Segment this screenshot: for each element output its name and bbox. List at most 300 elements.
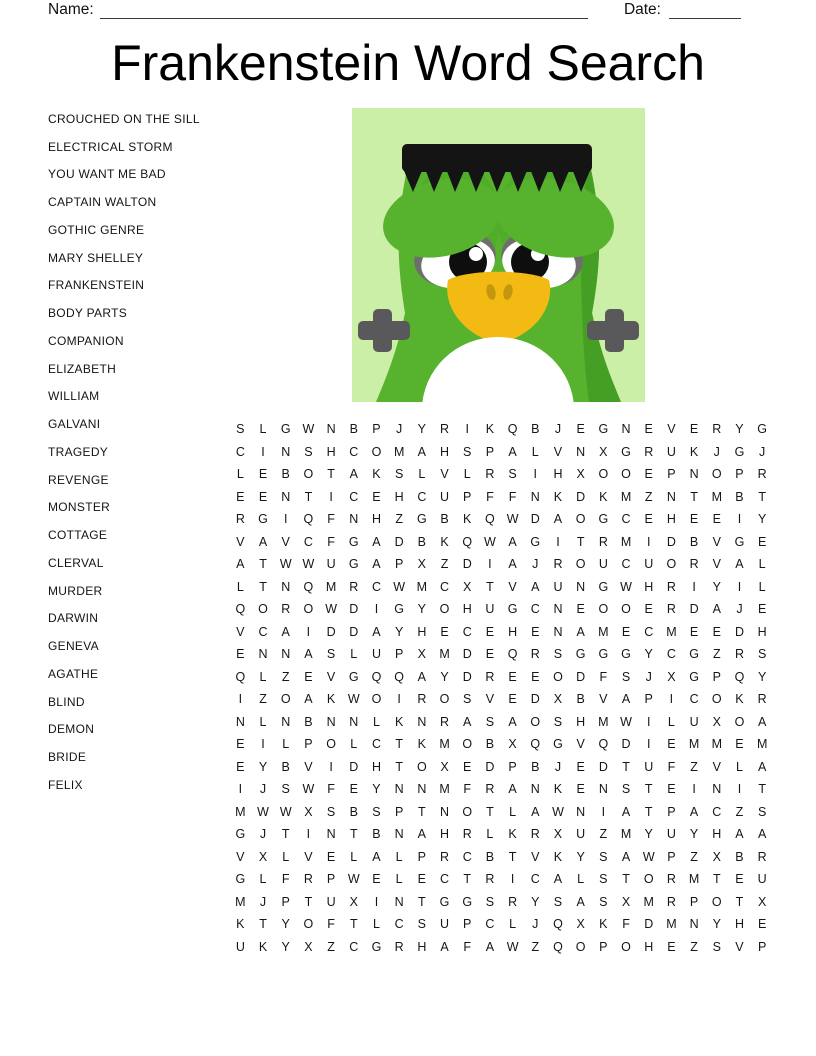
grid-cell: G xyxy=(462,894,473,909)
grid-cell: A xyxy=(304,692,313,707)
grid-cell: I xyxy=(692,782,696,797)
grid-cell: G xyxy=(348,557,359,572)
grid-cell: P xyxy=(394,647,404,662)
grid-cell: O xyxy=(643,872,654,887)
grid-cell: W xyxy=(302,422,315,437)
grid-cell: C xyxy=(440,579,450,594)
grid-cell: U xyxy=(235,939,245,954)
grid-cell: O xyxy=(371,444,382,459)
grid-cell: G xyxy=(598,579,609,594)
grid-cell: E xyxy=(689,422,699,437)
word-list-item: MARY SHELLEY xyxy=(48,250,144,265)
grid-cell: O xyxy=(416,759,427,774)
grid-cell: N xyxy=(417,782,427,797)
grid-cell: I xyxy=(397,692,401,707)
grid-cell: N xyxy=(394,782,404,797)
grid-cell: V xyxy=(712,759,721,774)
grid-cell: F xyxy=(327,534,335,549)
word-list xyxy=(48,105,248,799)
grid-cell: X xyxy=(440,759,449,774)
grid-cell: G xyxy=(598,647,609,662)
grid-cell: N xyxy=(689,917,699,932)
grid-cell: H xyxy=(371,512,381,527)
grid-cell: I xyxy=(646,534,651,549)
grid-cell: Y xyxy=(281,939,290,954)
grid-cell: Y xyxy=(712,917,721,932)
grid-cell: B xyxy=(485,849,495,864)
grid-cell: N xyxy=(530,782,540,797)
grid-cell: B xyxy=(281,467,290,482)
grid-cell: V xyxy=(485,692,495,707)
name-date-row xyxy=(48,0,741,20)
grid-cell: T xyxy=(622,872,630,887)
grid-cell: R xyxy=(485,669,495,684)
grid-cell: L xyxy=(667,714,675,729)
grid-cell: B xyxy=(735,489,744,504)
grid-cell: I xyxy=(533,467,538,482)
grid-cell: B xyxy=(485,737,495,752)
grid-cell: M xyxy=(325,579,337,594)
word-list-item: CLERVAL xyxy=(48,555,104,570)
grid-cell: C xyxy=(349,939,359,954)
grid-cell: P xyxy=(304,737,313,752)
grid-cell: E xyxy=(531,624,540,639)
grid-cell: R xyxy=(666,872,676,887)
grid-cell: I xyxy=(737,512,742,527)
grid-cell: B xyxy=(576,692,585,707)
grid-cell: P xyxy=(667,849,676,864)
grid-cell: R xyxy=(712,422,722,437)
date-input-line[interactable] xyxy=(669,3,741,19)
grid-cell: M xyxy=(620,827,632,842)
grid-cell: Z xyxy=(690,759,698,774)
grid-cell: E xyxy=(667,737,676,752)
grid-cell: N xyxy=(553,602,563,617)
grid-cell: Z xyxy=(599,827,608,842)
grid-cell: H xyxy=(576,714,586,729)
grid-cell: Z xyxy=(281,669,290,684)
grid-cell: A xyxy=(531,804,540,819)
grid-cell: Y xyxy=(757,512,767,527)
word-search-grid xyxy=(229,418,774,958)
grid-cell: O xyxy=(711,692,722,707)
grid-cell: P xyxy=(394,804,404,819)
grid-cell: O xyxy=(575,557,586,572)
grid-cell: M xyxy=(711,737,722,752)
grid-cell: P xyxy=(599,939,608,954)
grid-cell: D xyxy=(349,602,359,617)
grid-cell: V xyxy=(236,624,245,639)
grid-cell: R xyxy=(394,939,404,954)
grid-cell: X xyxy=(304,804,313,819)
grid-cell: V xyxy=(236,534,245,549)
grid-cell: R xyxy=(440,422,450,437)
grid-cell: N xyxy=(258,647,268,662)
grid-cell: V xyxy=(304,759,313,774)
grid-cell: J xyxy=(259,894,267,909)
grid-cell: W xyxy=(620,714,632,729)
grid-cell: O xyxy=(553,669,563,684)
grid-cell: O xyxy=(621,602,631,617)
grid-cell: C xyxy=(417,489,427,504)
grid-cell: D xyxy=(462,647,472,662)
grid-cell: H xyxy=(440,827,450,842)
grid-cell: S xyxy=(485,894,495,909)
grid-cell: O xyxy=(462,737,473,752)
grid-cell: T xyxy=(418,804,426,819)
grid-cell: H xyxy=(553,467,563,482)
grid-cell: M xyxy=(643,894,654,909)
grid-cell: C xyxy=(530,602,540,617)
grid-cell: T xyxy=(259,917,267,932)
grid-cell: F xyxy=(327,917,335,932)
grid-cell: B xyxy=(349,804,358,819)
grid-cell: K xyxy=(236,917,245,932)
grid-cell: D xyxy=(326,624,336,639)
grid-cell: O xyxy=(711,467,722,482)
grid-cell: X xyxy=(757,894,767,909)
grid-cell: O xyxy=(258,602,268,617)
grid-cell: X xyxy=(304,939,313,954)
grid-cell: O xyxy=(575,939,586,954)
grid-cell: N xyxy=(553,624,563,639)
grid-cell: Y xyxy=(712,579,721,594)
grid-cell: V xyxy=(599,692,608,707)
grid-cell: A xyxy=(372,624,381,639)
grid-cell: Y xyxy=(644,647,653,662)
grid-cell: K xyxy=(258,939,268,954)
grid-cell: R xyxy=(485,872,495,887)
grid-cell: E xyxy=(463,759,472,774)
grid-cell: T xyxy=(644,782,653,797)
grid-cell: W xyxy=(279,804,292,819)
grid-cell: I xyxy=(465,422,469,437)
grid-cell: T xyxy=(463,872,472,887)
grid-cell: K xyxy=(735,692,744,707)
word-list-item: DEMON xyxy=(48,722,95,737)
grid-cell: M xyxy=(620,534,632,549)
grid-cell: S xyxy=(304,444,313,459)
grid-cell: U xyxy=(598,557,608,572)
grid-cell: L xyxy=(509,804,517,819)
grid-cell: P xyxy=(463,489,472,504)
grid-cell: R xyxy=(598,534,608,549)
grid-cell: F xyxy=(508,489,517,504)
grid-cell: H xyxy=(417,624,427,639)
grid-cell: I xyxy=(238,782,243,797)
grid-cell: O xyxy=(575,512,586,527)
grid-cell: E xyxy=(735,737,744,752)
grid-cell: E xyxy=(667,782,676,797)
grid-cell: E xyxy=(508,692,517,707)
grid-cell: K xyxy=(599,489,608,504)
grid-cell: Q xyxy=(507,647,518,662)
grid-cell: N xyxy=(530,489,540,504)
grid-cell: J xyxy=(713,444,720,459)
grid-cell: X xyxy=(463,579,472,594)
grid-cell: J xyxy=(532,557,539,572)
grid-cell: Z xyxy=(259,692,267,707)
grid-cell: X xyxy=(712,714,721,729)
grid-cell: D xyxy=(394,534,404,549)
word-list-item: CROUCHED ON THE SILL xyxy=(48,111,200,126)
grid-cell: T xyxy=(304,489,313,504)
word-list-item: GOTHIC GENRE xyxy=(48,222,145,237)
grid-cell: N xyxy=(621,422,631,437)
grid-cell: D xyxy=(621,737,631,752)
grid-cell: O xyxy=(530,714,541,729)
grid-cell: N xyxy=(349,512,359,527)
grid-cell: T xyxy=(576,534,585,549)
grid-cell: T xyxy=(758,489,766,504)
grid-cell: N xyxy=(689,467,699,482)
grid-cell: E xyxy=(644,512,653,527)
grid-cell: G xyxy=(235,872,246,887)
grid-cell: H xyxy=(440,444,450,459)
grid-cell: P xyxy=(394,557,404,572)
grid-cell: N xyxy=(394,827,404,842)
grid-cell: R xyxy=(508,894,518,909)
grid-cell: E xyxy=(644,467,653,482)
grid-cell: G xyxy=(689,647,699,662)
grid-cell: K xyxy=(689,444,699,459)
grid-cell: X xyxy=(258,849,268,864)
grid-cell: C xyxy=(666,647,676,662)
grid-cell: K xyxy=(440,534,449,549)
grid-cell: G xyxy=(757,422,768,437)
grid-cell: O xyxy=(303,917,314,932)
grid-cell: V xyxy=(508,579,517,594)
grid-cell: M xyxy=(666,624,677,639)
grid-cell: S xyxy=(417,917,427,932)
grid-cell: T xyxy=(508,849,517,864)
grid-cell: T xyxy=(418,894,426,909)
grid-cell: C xyxy=(440,872,450,887)
grid-cell: A xyxy=(757,759,767,774)
grid-cell: F xyxy=(599,669,608,684)
grid-cell: L xyxy=(735,759,743,774)
grid-cell: O xyxy=(462,804,473,819)
grid-cell: S xyxy=(236,422,245,437)
grid-cell: L xyxy=(395,849,403,864)
grid-cell: Z xyxy=(327,939,335,954)
grid-cell: C xyxy=(530,872,540,887)
grid-cell: H xyxy=(644,939,654,954)
grid-cell: Y xyxy=(735,422,744,437)
word-list-item: MONSTER xyxy=(48,500,111,515)
grid-cell: N xyxy=(326,827,336,842)
grid-cell: E xyxy=(735,872,744,887)
grid-cell: H xyxy=(326,444,336,459)
grid-cell: L xyxy=(259,714,267,729)
grid-cell: E xyxy=(236,737,245,752)
grid-cell: L xyxy=(463,467,471,482)
grid-cell: I xyxy=(374,894,379,909)
grid-cell: T xyxy=(690,489,698,504)
word-list-item: BODY PARTS xyxy=(48,306,128,321)
grid-cell: X xyxy=(712,849,721,864)
grid-cell: N xyxy=(598,782,608,797)
grid-cell: A xyxy=(757,714,767,729)
grid-cell: D xyxy=(530,692,540,707)
grid-cell: Y xyxy=(689,827,699,842)
grid-cell: E xyxy=(689,624,699,639)
grid-cell: M xyxy=(598,624,609,639)
grid-cell: F xyxy=(486,489,494,504)
name-input-line[interactable] xyxy=(100,3,588,19)
grid-cell: G xyxy=(348,534,359,549)
grid-cell: E xyxy=(576,602,585,617)
grid-cell: E xyxy=(644,422,653,437)
grid-cell: P xyxy=(667,804,676,819)
grid-cell: G xyxy=(530,534,541,549)
grid-cell: V xyxy=(735,939,744,954)
grid-cell: D xyxy=(485,759,495,774)
right-bolt-stem xyxy=(605,309,624,352)
grid-cell: X xyxy=(349,894,358,909)
word-list-item: BRIDE xyxy=(48,750,87,765)
left-bolt-stem xyxy=(373,309,392,352)
grid-cell: W xyxy=(642,849,655,864)
grid-cell: A xyxy=(304,647,313,662)
grid-cell: R xyxy=(303,872,313,887)
grid-cell: S xyxy=(757,804,767,819)
grid-cell: I xyxy=(510,872,515,887)
grid-cell: C xyxy=(462,849,472,864)
grid-cell: K xyxy=(372,467,381,482)
grid-cell: S xyxy=(326,804,336,819)
grid-cell: Q xyxy=(734,669,745,684)
grid-cell: H xyxy=(666,512,676,527)
grid-cell: O xyxy=(303,467,314,482)
grid-cell: K xyxy=(553,849,563,864)
grid-cell: Z xyxy=(690,939,698,954)
grid-cell: Q xyxy=(598,737,609,752)
grid-cell: A xyxy=(463,714,472,729)
grid-cell: T xyxy=(735,894,744,909)
grid-cell: C xyxy=(349,489,359,504)
grid-cell: F xyxy=(327,782,335,797)
grid-cell: E xyxy=(689,512,699,527)
grid-cell: E xyxy=(485,624,495,639)
grid-cell: T xyxy=(304,894,313,909)
grid-cell: Y xyxy=(576,849,585,864)
grid-cell: P xyxy=(689,894,699,909)
grid-cell: E xyxy=(576,422,585,437)
grid-cell: L xyxy=(236,467,244,482)
grid-cell: W xyxy=(506,512,519,527)
grid-cell: I xyxy=(306,827,311,842)
grid-cell: M xyxy=(235,894,246,909)
grid-cell: E xyxy=(576,759,585,774)
grid-cell: C xyxy=(462,624,472,639)
grid-cell: Q xyxy=(553,917,563,932)
grid-cell: B xyxy=(304,714,313,729)
grid-cell: H xyxy=(462,602,472,617)
grid-cell: H xyxy=(734,917,744,932)
grid-cell: P xyxy=(735,467,744,482)
grid-cell: J xyxy=(259,827,267,842)
grid-cell: C xyxy=(258,624,268,639)
grid-cell: T xyxy=(327,467,335,482)
word-list-item: ELIZABETH xyxy=(48,361,117,376)
grid-cell: B xyxy=(531,422,540,437)
grid-cell: P xyxy=(644,692,653,707)
grid-cell: V xyxy=(236,849,245,864)
grid-cell: Y xyxy=(417,422,427,437)
grid-cell: N xyxy=(235,714,245,729)
grid-cell: G xyxy=(621,647,631,662)
grid-cell: S xyxy=(463,692,472,707)
grid-cell: C xyxy=(712,804,722,819)
grid-cell: D xyxy=(349,624,359,639)
grid-cell: M xyxy=(416,579,428,594)
grid-cell: Q xyxy=(462,534,473,549)
grid-cell: N xyxy=(394,894,404,909)
grid-cell: H xyxy=(394,489,404,504)
grid-cell: E xyxy=(757,602,767,617)
grid-cell: U xyxy=(485,602,495,617)
grid-cell: V xyxy=(304,849,313,864)
grid-cell: T xyxy=(349,917,358,932)
grid-cell: E xyxy=(485,647,495,662)
grid-cell: A xyxy=(735,557,744,572)
grid-cell: X xyxy=(553,827,563,842)
grid-cell: Q xyxy=(235,669,246,684)
grid-cell: E xyxy=(508,669,517,684)
grid-cell: R xyxy=(462,827,472,842)
grid-cell: V xyxy=(712,534,721,549)
grid-cell: U xyxy=(576,827,586,842)
grid-cell: X xyxy=(576,467,585,482)
grid-cell: M xyxy=(711,489,722,504)
grid-cell: Q xyxy=(485,512,495,527)
grid-cell: O xyxy=(303,602,314,617)
grid-cell: O xyxy=(621,467,631,482)
grid-cell: R xyxy=(440,714,450,729)
grid-cell: D xyxy=(598,759,608,774)
grid-cell: P xyxy=(757,939,767,954)
grid-cell: P xyxy=(463,917,472,932)
grid-cell: W xyxy=(325,602,337,617)
word-list-item: WILLIAM xyxy=(48,389,100,404)
grid-cell: Y xyxy=(281,917,290,932)
frankenstein-image xyxy=(352,108,645,402)
grid-cell: P xyxy=(417,849,427,864)
grid-cell: K xyxy=(508,827,517,842)
word-list-item: COTTAGE xyxy=(48,528,108,543)
grid-cell: S xyxy=(508,467,517,482)
grid-cell: S xyxy=(757,647,767,662)
grid-cell: V xyxy=(326,669,336,684)
grid-cell: L xyxy=(350,849,358,864)
grid-cell: P xyxy=(281,894,290,909)
grid-cell: Z xyxy=(735,804,744,819)
grid-cell: S xyxy=(326,647,336,662)
word-list-item: FELIX xyxy=(48,777,83,792)
grid-cell: W xyxy=(620,579,632,594)
grid-cell: V xyxy=(553,444,563,459)
grid-cell: E xyxy=(576,782,585,797)
grid-cell: S xyxy=(394,467,404,482)
grid-cell: N xyxy=(281,647,291,662)
grid-cell: L xyxy=(486,827,494,842)
grid-cell: X xyxy=(667,669,676,684)
grid-cell: R xyxy=(644,444,654,459)
grid-cell: A xyxy=(372,557,381,572)
word-list-item: DARWIN xyxy=(48,611,99,626)
grid-cell: R xyxy=(417,692,427,707)
